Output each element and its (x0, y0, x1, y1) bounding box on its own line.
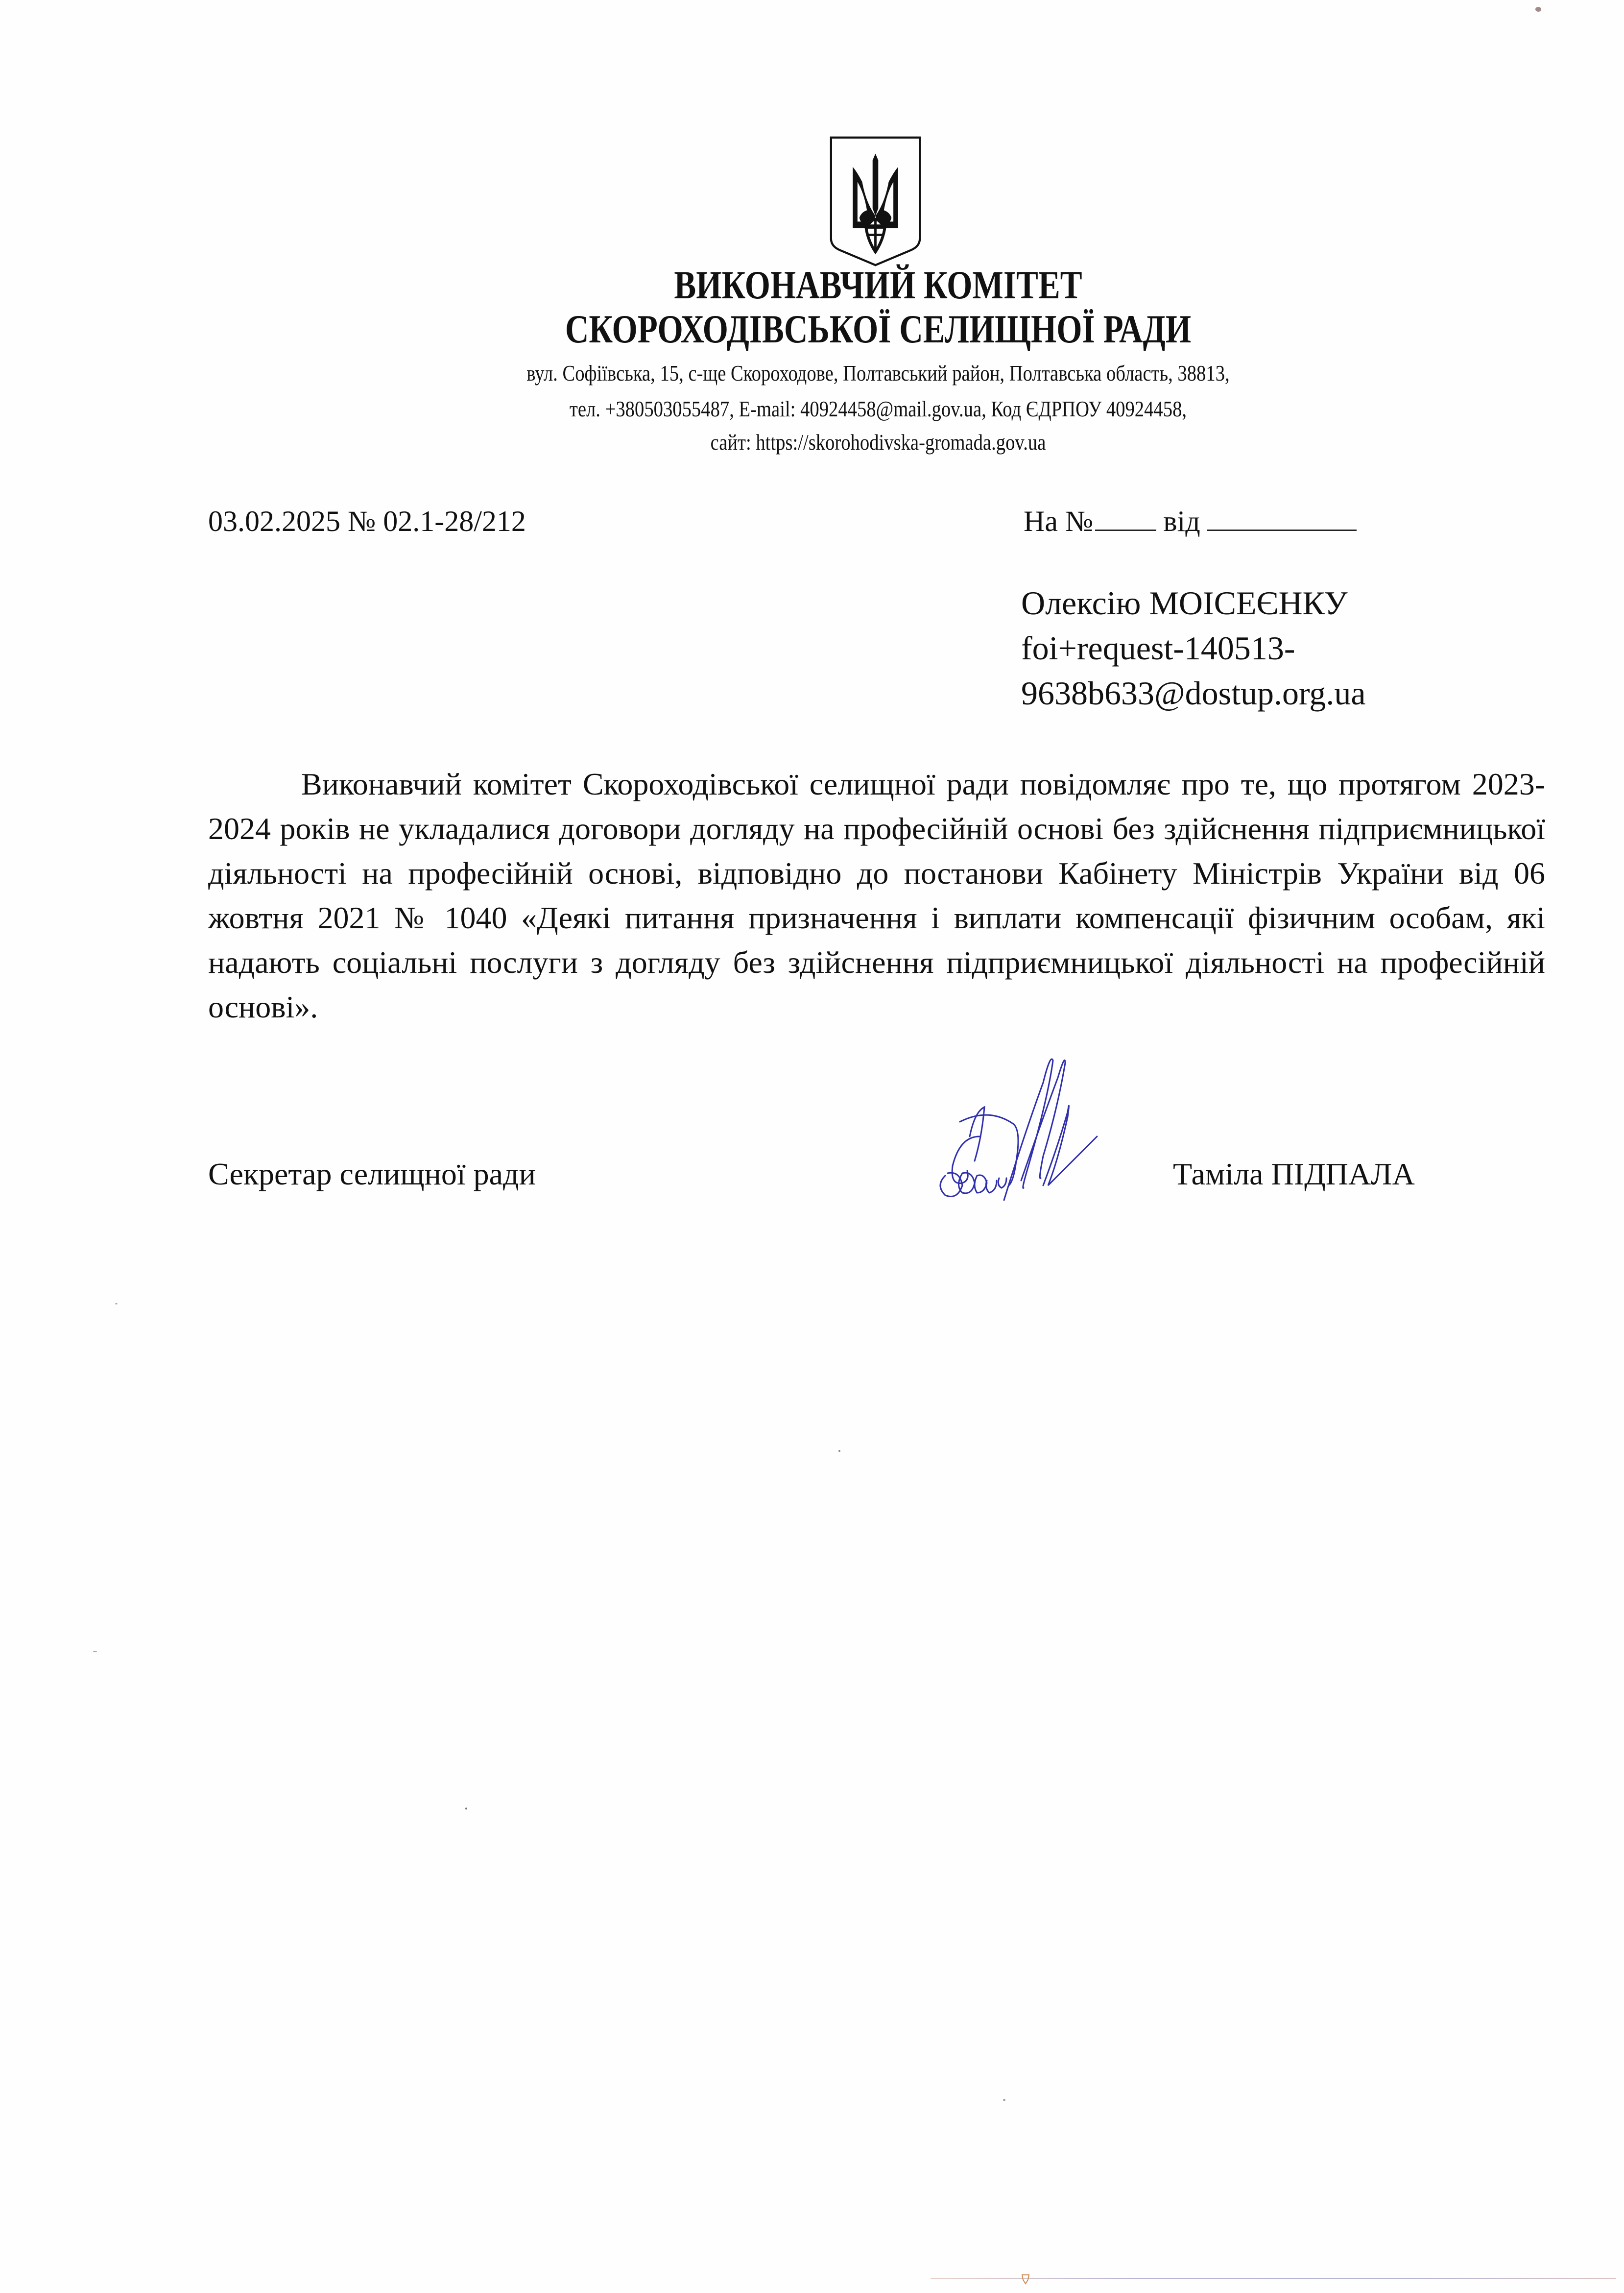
scan-speck (115, 1303, 118, 1304)
reply-from-label: від (1163, 505, 1200, 537)
recipient-email-line-1: foi+request-140513- (1021, 629, 1295, 667)
letter-body-paragraph: Виконавчий комітет Скороходівської селищної ради повідомляє про те, що протягом 2023-2024 років не укладалися договори догляду на професійній основі без здійснення підприємницької діяльності на професійній основі, відповідно до постанови Кабінету Міністрів України від 06 жовтня 2021 № 1040 «Деякі питання призначення і виплати компенсації фізичним особам, які надають соціальні послуги з догляду без здійснення підприємницької діяльності на професійній основі». (208, 767, 1545, 1024)
organization-name-line-2: СКОРОХОДІВСЬКОЇ СЕЛИЩНОЇ РАДИ (565, 307, 1192, 351)
reply-reference (1024, 505, 1357, 538)
scan-speck (1535, 7, 1541, 12)
coat-of-arms-icon (828, 135, 923, 267)
signatory-name: Таміла ПІДПАЛА (1173, 1157, 1415, 1191)
stamp-fragment-icon (1022, 2274, 1029, 2285)
scan-speck (93, 1651, 97, 1652)
reply-date-blank (1207, 506, 1357, 531)
signatory-position: Секретар селищної ради (208, 1157, 536, 1191)
reply-to-label: На № (1024, 505, 1094, 537)
organization-address: вул. Софіївська, 15, с-ще Скороходове, Полтавський район, Полтавська область, 38813, (526, 361, 1230, 386)
reply-number-blank (1095, 506, 1156, 531)
organization-name-line-1: ВИКОНАВЧИЙ КОМІТЕТ (674, 263, 1082, 307)
recipient-email-line-2: 9638b633@dostup.org.ua (1021, 675, 1366, 712)
scan-speck (465, 1808, 467, 1810)
scan-edge-line (931, 2278, 1616, 2279)
organization-contacts: тел. +380503055487, E-mail: 40924458@mail.gov.ua, Код ЄДРПОУ 40924458, (569, 396, 1187, 421)
organization-website: сайт: https://skorohodivska-gromada.gov.ua (710, 430, 1046, 455)
outgoing-registration-number: 03.02.2025 № 02.1-28/212 (208, 505, 526, 537)
scan-speck (1003, 2099, 1005, 2101)
scan-speck (838, 1450, 840, 1452)
handwritten-signature-icon (911, 1038, 1175, 1225)
recipient-name: Олексію МОІСЕЄНКУ (1021, 584, 1348, 622)
recipient-block (1021, 580, 1366, 716)
